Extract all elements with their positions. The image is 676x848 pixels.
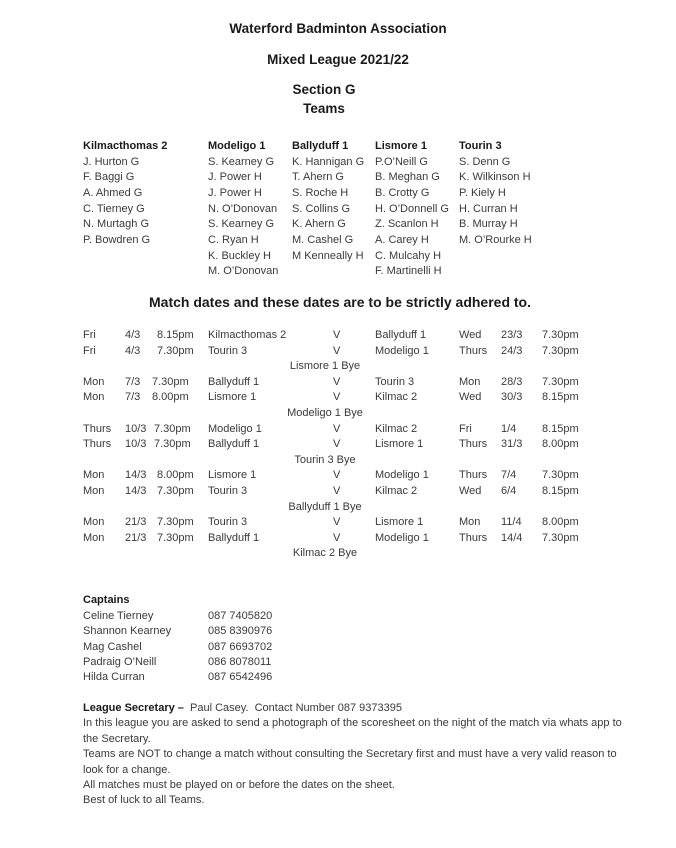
bye-text: Lismore 1 Bye bbox=[289, 360, 361, 373]
fixture-date: 7/3 bbox=[125, 391, 141, 404]
fixture-home: Ballyduff 1 bbox=[208, 375, 260, 388]
fixture-vs: V bbox=[333, 531, 341, 544]
secretary-contact: Paul Casey. Contact Number 087 9373395 bbox=[183, 702, 402, 714]
fixture-rday: Thurs bbox=[459, 438, 488, 451]
fixture-rdate: 23/3 bbox=[501, 329, 523, 341]
fixture-day: Thurs bbox=[83, 422, 112, 435]
player-name: C. Ryan H bbox=[208, 233, 259, 246]
fixture-vs: V bbox=[333, 329, 341, 341]
fixture-away: Tourin 3 bbox=[375, 375, 415, 388]
fixture-rdate: 1/4 bbox=[501, 422, 517, 435]
fixture-date: 14/3 bbox=[125, 485, 147, 497]
fixture-away: Modeligo 1 bbox=[375, 531, 429, 544]
player-name: A. Ahmed G bbox=[83, 186, 143, 199]
fixture-vs: V bbox=[333, 344, 341, 357]
player-name: K. Buckley H bbox=[208, 249, 271, 262]
player-name: Z. Scanlon H bbox=[375, 218, 439, 231]
fixture-rtime: 8.00pm bbox=[542, 516, 579, 529]
fixture-date: 14/3 bbox=[125, 469, 147, 482]
fixture-home: Tourin 3 bbox=[208, 344, 248, 357]
association-title: Waterford Badminton Association bbox=[229, 21, 447, 36]
fixture-row bbox=[0, 344, 676, 360]
bye-text: Kilmac 2 Bye bbox=[292, 547, 358, 560]
fixture-rtime: 7.30pm bbox=[542, 469, 579, 482]
player-name: H. Curran H bbox=[459, 202, 518, 215]
fixture-rdate: 24/3 bbox=[501, 344, 523, 357]
player-name: C. Mulcahy H bbox=[375, 249, 442, 262]
fixture-row bbox=[0, 468, 676, 484]
fixture-rdate: 31/3 bbox=[501, 438, 523, 451]
captain-row bbox=[83, 640, 383, 655]
team-column bbox=[375, 139, 449, 280]
fixture-time: 7.30pm bbox=[154, 422, 191, 435]
fixture-rday: Thurs bbox=[459, 531, 488, 544]
fixture-away: Kilmac 2 bbox=[375, 422, 418, 435]
fixture-home: Lismore 1 bbox=[208, 391, 257, 404]
team-column bbox=[459, 139, 532, 249]
player-name: M. O’Rourke H bbox=[459, 233, 532, 246]
fixture-away: Lismore 1 bbox=[375, 516, 424, 529]
player-name: B. Murray H bbox=[459, 218, 518, 231]
fixture-rday: Thurs bbox=[459, 469, 488, 482]
bye-text: Ballyduff 1 Bye bbox=[288, 500, 362, 513]
fixture-day: Mon bbox=[83, 516, 105, 529]
team-column bbox=[292, 139, 364, 264]
captain-name: Hilda Curran bbox=[83, 671, 145, 684]
fixture-rday: Wed bbox=[459, 391, 482, 404]
fixture-day: Mon bbox=[83, 485, 105, 497]
fixture-away: Ballyduff 1 bbox=[375, 329, 427, 341]
captain-name: Shannon Kearney bbox=[83, 625, 172, 638]
player-name: B. Meghan G bbox=[375, 171, 440, 184]
captain-phone: 087 6542496 bbox=[208, 671, 273, 684]
player-name: S. Roche H bbox=[292, 186, 349, 199]
fixture-row bbox=[0, 484, 676, 500]
fixture-home: Tourin 3 bbox=[208, 485, 248, 497]
bye-row bbox=[0, 359, 676, 375]
bye-text: Modeligo 1 Bye bbox=[287, 407, 363, 419]
fixture-away: Kilmac 2 bbox=[375, 485, 418, 497]
fixture-rday: Wed bbox=[459, 485, 482, 497]
fixture-date: 7/3 bbox=[125, 375, 141, 388]
bye-text: Tourin 3 Bye bbox=[294, 453, 356, 466]
fixture-row bbox=[0, 515, 676, 531]
player-name: S. Kearney G bbox=[208, 218, 275, 231]
fixture-rdate: 11/4 bbox=[501, 516, 522, 529]
fixture-vs: V bbox=[333, 375, 341, 388]
captain-name: Mag Cashel bbox=[83, 640, 142, 653]
fixture-time: 7.30pm bbox=[154, 438, 191, 451]
fixture-time: 7.30pm bbox=[157, 485, 194, 497]
fixture-vs: V bbox=[333, 485, 341, 497]
fixture-rday: Mon bbox=[459, 516, 481, 529]
team-name: Lismore 1 bbox=[375, 140, 427, 152]
player-name: N. O’Donovan bbox=[208, 202, 278, 215]
fixture-day: Mon bbox=[83, 375, 105, 388]
fixture-day: Fri bbox=[83, 344, 96, 357]
player-name: C. Tierney G bbox=[83, 202, 145, 215]
fixture-rdate: 7/4 bbox=[501, 469, 517, 482]
fixture-rdate: 6/4 bbox=[501, 485, 517, 497]
captain-name: Celine Tierney bbox=[83, 610, 154, 622]
fixture-row bbox=[0, 328, 676, 344]
fixture-day: Mon bbox=[83, 391, 105, 404]
fixture-vs: V bbox=[333, 438, 341, 451]
team-name: Tourin 3 bbox=[459, 140, 502, 152]
fixture-rtime: 8.15pm bbox=[542, 422, 579, 435]
fixtures-heading: Match dates and these dates are to be strictly adhered to. bbox=[149, 294, 531, 310]
fixture-rday: Wed bbox=[459, 329, 482, 341]
fixture-rtime: 7.30pm bbox=[542, 531, 579, 544]
fixture-rtime: 8.15pm bbox=[542, 485, 579, 497]
fixture-rdate: 28/3 bbox=[501, 375, 523, 388]
player-name: B. Crotty G bbox=[375, 186, 430, 199]
bye-row bbox=[0, 453, 676, 469]
player-name: M. O’Donovan bbox=[208, 265, 279, 278]
player-name: P. Bowdren G bbox=[83, 233, 151, 246]
fixture-vs: V bbox=[333, 422, 341, 435]
player-name: K. Wilkinson H bbox=[459, 171, 531, 184]
player-name: S. Kearney G bbox=[208, 155, 275, 168]
fixture-date: 21/3 bbox=[125, 516, 147, 529]
teams-heading: Teams bbox=[303, 101, 345, 116]
player-name: M Kenneally H bbox=[292, 249, 364, 262]
fixture-home: Lismore 1 bbox=[208, 469, 257, 482]
fixture-rtime: 8.00pm bbox=[542, 438, 579, 451]
fixture-time: 8.00pm bbox=[152, 391, 189, 404]
fixture-vs: V bbox=[333, 469, 341, 482]
fixture-row bbox=[0, 422, 676, 438]
fixture-time: 7.30pm bbox=[157, 531, 194, 544]
fixture-time: 7.30pm bbox=[157, 516, 194, 529]
team-column bbox=[208, 139, 278, 280]
fixture-rday: Thurs bbox=[459, 344, 488, 357]
fixture-home: Ballyduff 1 bbox=[208, 531, 260, 544]
fixture-away: Lismore 1 bbox=[375, 438, 424, 451]
fixture-time: 8.00pm bbox=[157, 469, 194, 482]
bye-row bbox=[0, 500, 676, 516]
note-line: In this league you are asked to send a photograph of the scoresheet on the night of the match via whats app to the Secretary. bbox=[83, 717, 622, 745]
fixture-row bbox=[0, 531, 676, 547]
fixture-rdate: 30/3 bbox=[501, 391, 523, 404]
fixture-day: Mon bbox=[83, 531, 105, 544]
player-name: K. Ahern G bbox=[292, 218, 346, 231]
fixture-vs: V bbox=[333, 391, 341, 404]
fixture-date: 10/3 bbox=[125, 422, 147, 435]
fixture-row bbox=[0, 375, 676, 391]
player-name: J. Power H bbox=[208, 171, 262, 184]
fixture-time: 7.30pm bbox=[152, 375, 189, 388]
player-name: F. Baggi G bbox=[83, 171, 135, 184]
fixture-day: Fri bbox=[83, 329, 96, 341]
player-name: M. Cashel G bbox=[292, 233, 354, 246]
player-name: J. Hurton G bbox=[83, 155, 140, 168]
player-name: S. Collins G bbox=[292, 202, 351, 215]
player-name: N. Murtagh G bbox=[83, 218, 150, 231]
fixture-date: 4/3 bbox=[125, 344, 141, 357]
fixture-date: 10/3 bbox=[125, 438, 147, 451]
team-column bbox=[83, 139, 167, 249]
fixture-rtime: 8.15pm bbox=[542, 391, 579, 404]
note-line: Best of luck to all Teams. bbox=[83, 794, 205, 807]
fixture-rtime: 7.30pm bbox=[542, 329, 579, 341]
fixture-away: Kilmac 2 bbox=[375, 391, 418, 404]
fixture-date: 4/3 bbox=[125, 329, 141, 341]
fixture-rtime: 7.30pm bbox=[542, 344, 579, 357]
section-title: Section G bbox=[292, 82, 356, 97]
league-notes bbox=[83, 701, 623, 809]
note-line: All matches must be played on or before the dates on the sheet. bbox=[83, 779, 395, 792]
captain-phone: 085 8390976 bbox=[208, 625, 273, 638]
team-name: Ballyduff 1 bbox=[292, 140, 349, 152]
fixture-home: Kilmacthomas 2 bbox=[208, 329, 287, 341]
fixture-day: Mon bbox=[83, 469, 105, 482]
secretary-line bbox=[83, 701, 623, 716]
fixture-time: 8.15pm bbox=[157, 329, 194, 341]
note-line: Teams are NOT to change a match without consulting the Secretary first and must have a very valid reason to look for a change. bbox=[83, 748, 617, 776]
player-name: A. Carey H bbox=[375, 233, 429, 246]
captain-phone: 086 8078011 bbox=[208, 655, 272, 668]
captain-phone: 087 6693702 bbox=[208, 640, 273, 653]
fixture-home: Ballyduff 1 bbox=[208, 438, 260, 451]
player-name: F. Martinelli H bbox=[375, 265, 442, 278]
player-name: T. Ahern G bbox=[292, 171, 344, 184]
league-title: Mixed League 2021/22 bbox=[267, 52, 409, 67]
captain-row bbox=[83, 655, 383, 670]
fixture-home: Tourin 3 bbox=[208, 516, 248, 529]
player-name: P. Kiely H bbox=[459, 186, 506, 199]
team-name: Modeligo 1 bbox=[208, 140, 266, 152]
player-name: J. Power H bbox=[208, 186, 262, 199]
fixture-away: Modeligo 1 bbox=[375, 469, 429, 482]
captain-row bbox=[83, 609, 383, 624]
player-name: H. O’Donnell G bbox=[375, 202, 449, 215]
captain-row bbox=[83, 624, 383, 639]
captains-heading: Captains bbox=[83, 594, 130, 606]
fixture-time: 7.30pm bbox=[157, 344, 194, 357]
fixture-home: Modeligo 1 bbox=[208, 422, 262, 435]
fixture-away: Modeligo 1 bbox=[375, 344, 429, 357]
player-name: K. Hannigan G bbox=[292, 155, 365, 168]
fixture-day: Thurs bbox=[83, 438, 112, 451]
bye-row bbox=[0, 546, 676, 562]
captain-name: Padraig O’Neill bbox=[83, 655, 157, 668]
fixture-date: 21/3 bbox=[125, 531, 147, 544]
captain-phone: 087 7405820 bbox=[208, 610, 273, 622]
team-name: Kilmacthomas 2 bbox=[83, 140, 168, 152]
secretary-label: League Secretary – bbox=[83, 702, 184, 714]
player-name: P.O’Neill G bbox=[375, 155, 428, 168]
fixture-rday: Mon bbox=[459, 375, 481, 388]
fixture-rdate: 14/4 bbox=[501, 531, 523, 544]
fixture-vs: V bbox=[333, 516, 341, 529]
fixture-rday: Fri bbox=[459, 422, 472, 435]
fixture-row bbox=[0, 437, 676, 453]
player-name: S. Denn G bbox=[459, 155, 511, 168]
fixture-row bbox=[0, 390, 676, 406]
captain-row bbox=[83, 670, 383, 685]
fixture-rtime: 7.30pm bbox=[542, 375, 579, 388]
bye-row bbox=[0, 406, 676, 422]
